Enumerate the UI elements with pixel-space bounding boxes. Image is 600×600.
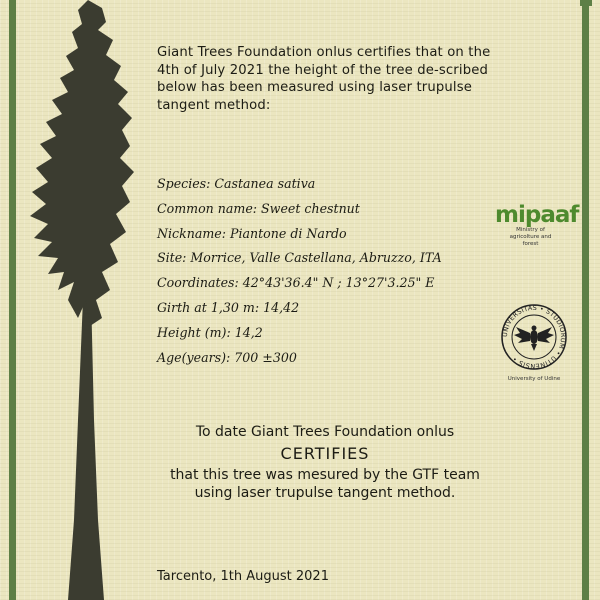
tree-details-list <box>157 175 497 373</box>
ministry-logo-wordmark: mipaaf <box>495 202 579 228</box>
place-and-date: Tarcento, 1th August 2021 <box>157 569 329 584</box>
certification-statement <box>150 423 500 502</box>
certificate-intro-text: Giant Trees Foundation onlus certifies that on the 4th of July 2021 the height of the tree de-scribed below has been measured using laser trupulse tangent method: <box>157 45 491 113</box>
top-right-border-corner <box>580 0 592 6</box>
detail-girth: Girth at 1,30 m: 14,42 <box>157 299 300 315</box>
certify-line-1: To date Giant Trees Foundation onlus <box>195 424 455 440</box>
right-border-stripe <box>582 0 589 600</box>
university-seal <box>494 303 574 382</box>
certify-word: CERTIFIES <box>280 444 370 463</box>
ministry-logo-caption: Ministry of agricolture and forest <box>509 227 552 247</box>
detail-site: Site: Morrice, Valle Castellana, Abruzzo, ITA <box>157 250 442 266</box>
detail-age: Age(years): 700 ±300 <box>157 349 297 365</box>
university-seal-icon <box>500 303 568 371</box>
university-caption: University of Udine <box>507 376 561 382</box>
tree-silhouette-icon <box>18 0 148 600</box>
detail-coordinates: Coordinates: 42°43'36.4" N ; 13°27'3.25" E <box>157 275 435 291</box>
ministry-logo <box>495 202 579 248</box>
detail-common-name: Common name: Sweet chestnut <box>157 200 360 216</box>
detail-species: Species: Castanea sativa <box>157 176 316 191</box>
detail-height: Height (m): 14,2 <box>157 324 263 340</box>
detail-nickname: Nickname: Piantone di Nardo <box>157 225 347 241</box>
certify-line-2: that this tree was mesured by the GTF team using laser trupulse tangent method. <box>170 467 480 501</box>
left-border-stripe <box>9 0 16 600</box>
svg-text:UNIVERSITAS • STUDIORUM • UTIN: UNIVERSITAS • STUDIORUM • UTINENSIS • <box>500 303 568 371</box>
